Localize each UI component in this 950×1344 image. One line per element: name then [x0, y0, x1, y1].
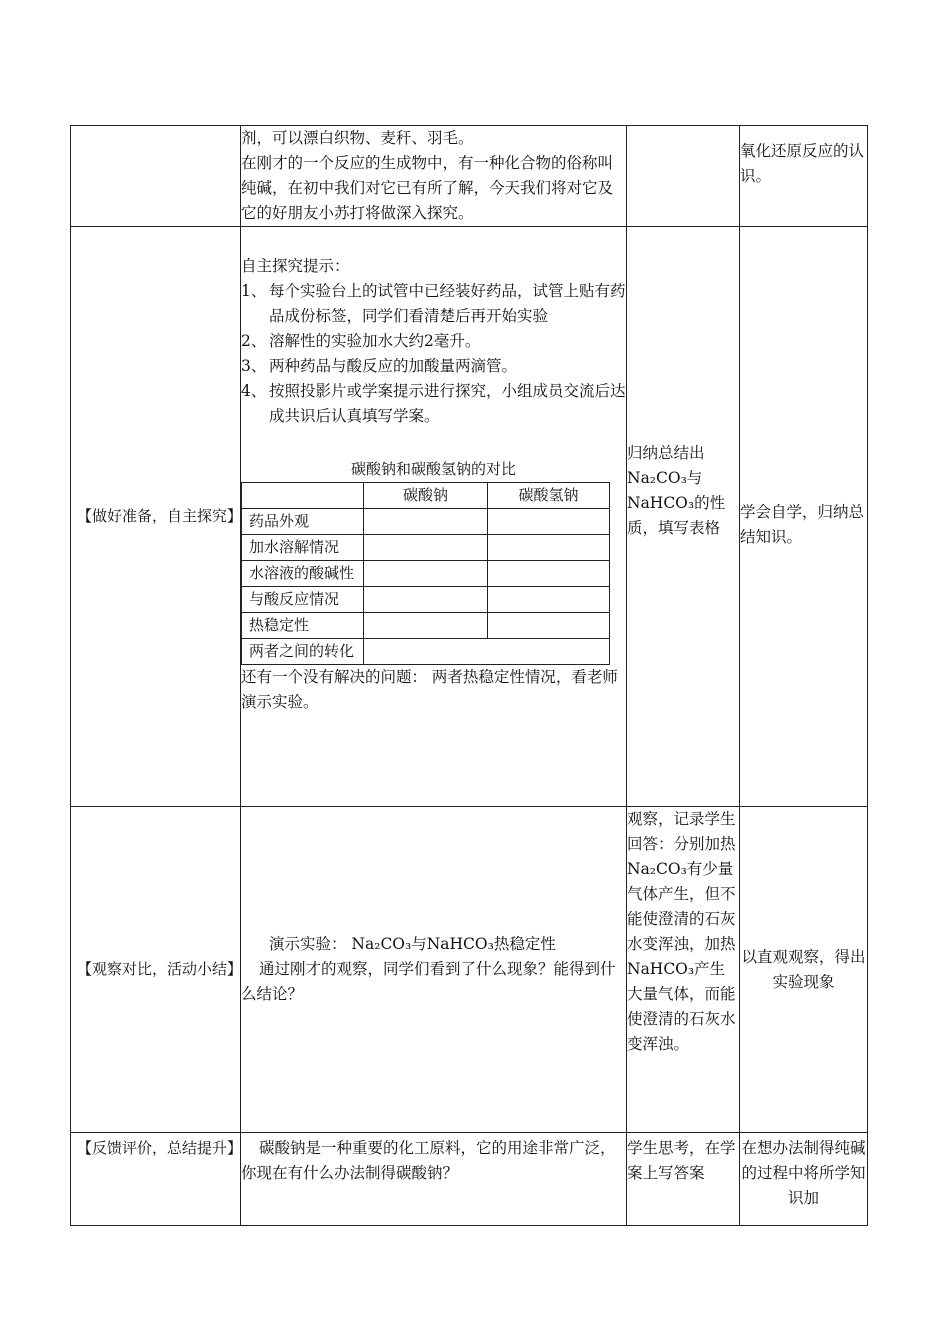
- list-item: 4、 按照投影片或学案提示进行探究，小组成员交流后达成共识后认真填写学案。: [241, 382, 626, 425]
- activity-text: 学生思考，在学案上写答案: [627, 1139, 736, 1182]
- activity-cell: [627, 126, 740, 227]
- table-header: [242, 483, 364, 509]
- activity-text: 归纳总结出Na₂CO₃与NaHCO₃的性质，填写表格: [627, 444, 726, 537]
- hint-title: 自主探究提示：: [241, 257, 350, 275]
- table-row: [242, 613, 610, 639]
- row-label: 与酸反应情况: [242, 587, 364, 613]
- compare-table: [241, 482, 610, 665]
- demo-title: 演示实验： Na₂CO₃与NaHCO₃热稳定性: [269, 935, 556, 953]
- stage-cell: [71, 1133, 241, 1226]
- table-row: [71, 126, 868, 227]
- activity-cell: [627, 1133, 740, 1226]
- row-label: 热稳定性: [242, 613, 364, 639]
- table-row: [242, 535, 610, 561]
- content-cell: [241, 227, 627, 807]
- activity-cell: [627, 807, 740, 1133]
- intent-text: 以直观观察，得出实验现象: [741, 947, 866, 991]
- table-header: 碳酸钠: [364, 483, 488, 509]
- stage-cell: [71, 807, 241, 1133]
- stage-label: 【反馈评价，总结提升】: [77, 1139, 243, 1157]
- content-paragraph: 通过刚才的观察，同学们看到了什么现象？能得到什么结论？: [241, 960, 616, 1003]
- content-cell: [241, 126, 627, 227]
- intent-text: 学会自学，归纳总结知识。: [740, 503, 865, 546]
- content-paragraph: 碳酸钠是一种重要的化工原料，它的用途非常广泛，你现在有什么办法制得碳酸钠？: [241, 1139, 616, 1182]
- intent-cell: [740, 227, 868, 807]
- table-row: [242, 587, 610, 613]
- stage-label: 【观察对比，活动小结】: [77, 960, 243, 978]
- content-paragraph: 还有一个没有解决的问题： 两者热稳定性情况，看老师演示实验。: [241, 668, 618, 711]
- activity-cell: [627, 227, 740, 807]
- table-row: [242, 639, 610, 665]
- intent-cell: [740, 126, 868, 227]
- table-header: 碳酸氢钠: [488, 483, 610, 509]
- table-row: [71, 1133, 868, 1226]
- activity-text: 观察，记录学生回答：分别加热Na₂CO₃有少量气体产生，但不能使澄清的石灰水变浑浊，加热NaHCO₃产生大量气体，而能使澄清的石灰水变浑浊。: [627, 810, 736, 1053]
- lesson-plan-table: [70, 125, 868, 1226]
- list-item: 1、 每个实验台上的试管中已经装好药品，试管上贴有药品成份标签，同学们看清楚后再开始实验: [241, 282, 626, 325]
- hint-list: [241, 279, 626, 429]
- row-label: 水溶液的酸碱性: [242, 561, 364, 587]
- table-row: [71, 227, 868, 807]
- content-cell: [241, 1133, 627, 1226]
- list-item: 3、 两种药品与酸反应的加酸量两滴管。: [241, 357, 518, 375]
- table-row: [242, 509, 610, 535]
- content-paragraph: 剂，可以漂白织物、麦秆、羽毛。: [241, 129, 474, 147]
- table-row: [71, 807, 868, 1133]
- row-label: 两者之间的转化: [242, 639, 364, 665]
- stage-cell: [71, 227, 241, 807]
- row-label: 药品外观: [242, 509, 364, 535]
- list-item: 2、 溶解性的实验加水大约2毫升。: [241, 332, 481, 350]
- content-cell: [241, 807, 627, 1133]
- stage-label: 【做好准备，自主探究】: [77, 507, 243, 525]
- intent-text: 氧化还原反应的认识。: [740, 142, 865, 185]
- compare-title: 碳酸钠和碳酸氢钠的对比: [350, 460, 516, 478]
- row-label: 加水溶解情况: [242, 535, 364, 561]
- intent-text: 在想办法制得纯碱的过程中将所学知识加: [741, 1139, 866, 1207]
- stage-cell: [71, 126, 241, 227]
- table-row: [242, 483, 610, 509]
- table-row: [242, 561, 610, 587]
- intent-cell: [740, 1133, 868, 1226]
- content-paragraph: 在刚才的一个反应的生成物中，有一种化合物的俗称叫纯碱，在初中我们对它已有所了解，今天我们将对它及它的好朋友小苏打将做深入探究。: [241, 154, 614, 222]
- intent-cell: [740, 807, 868, 1133]
